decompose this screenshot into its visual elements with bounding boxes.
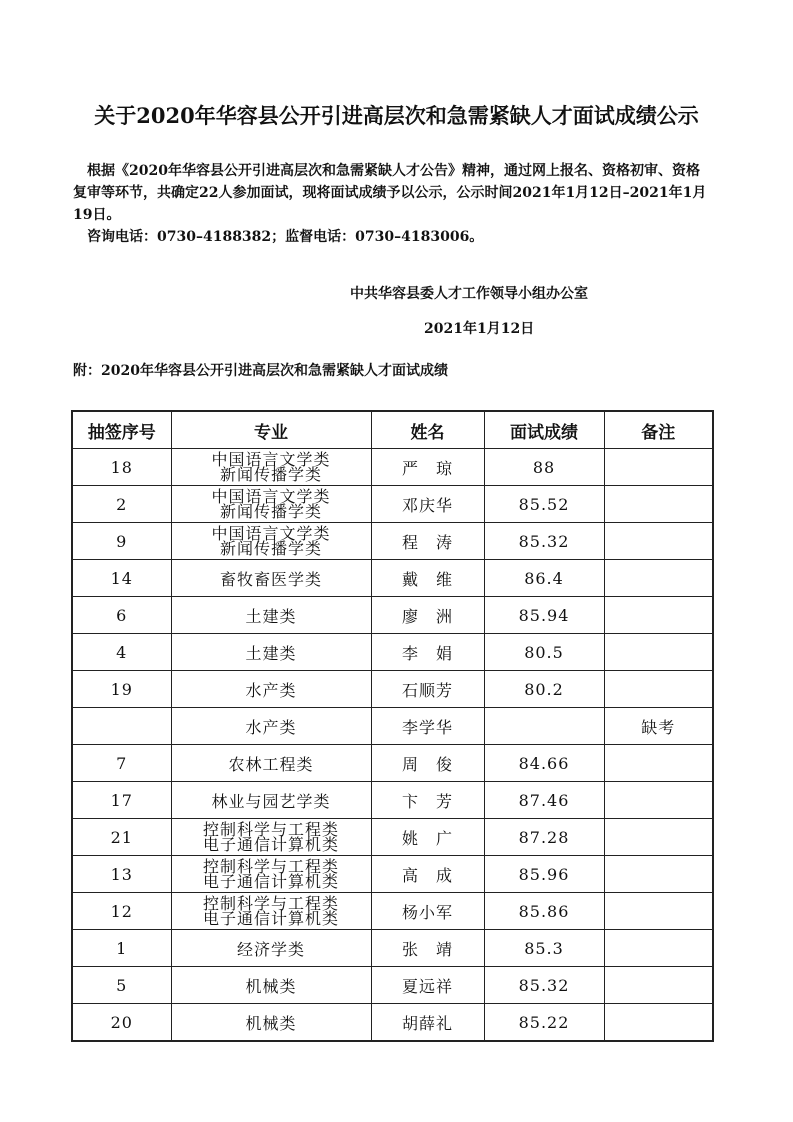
major-line: 新闻传播学类 [219,502,322,521]
cell-major [171,745,371,782]
cell-major [171,967,371,1004]
cell-name: 邓庆华 [371,486,484,523]
table-row [72,1004,713,1042]
cell-note: 缺考 [604,708,713,745]
cell-draw-number: 1 [72,930,171,967]
cell-note [604,486,713,523]
cell-name: 卞 芳 [371,782,484,819]
issuer: 中共华容县委人才工作领导小组办公室 [350,286,588,302]
table-row [72,782,713,819]
cell-name: 廖 洲 [371,597,484,634]
major-line: 中国语言文学类 [211,487,331,506]
header-major: 专业 [171,411,371,449]
table-row [72,523,713,560]
cell-draw-number: 2 [72,486,171,523]
table-row [72,708,713,745]
table-row [72,597,713,634]
table-row [72,745,713,782]
major-line: 中国语言文学类 [211,450,331,469]
cell-draw-number: 7 [72,745,171,782]
header-note: 备注 [604,411,713,449]
cell-name: 石顺芳 [371,671,484,708]
table-row [72,634,713,671]
major-line: 土建类 [245,643,297,663]
major-line: 农林工程类 [228,754,314,774]
cell-note [604,819,713,856]
cell-name: 胡薛礼 [371,1004,484,1042]
cell-score: 87.46 [484,782,604,819]
cell-score: 85.94 [484,597,604,634]
table-body [72,449,713,1042]
cell-note [604,745,713,782]
notice-paragraph: 根据《2020年华容县公开引进高层次和急需紧缺人才公告》精神，通过网上报名、资格初审、资格复审等环节，共确定22人参加面试，现将面试成绩予以公示，公示时间2021年1月12日–2021年1月19日。 [73,163,707,223]
cell-name: 姚 广 [371,819,484,856]
cell-note [604,523,713,560]
cell-name: 周 俊 [371,745,484,782]
cell-draw-number: 21 [72,819,171,856]
cell-note [604,893,713,930]
cell-name: 程 涛 [371,523,484,560]
cell-draw-number: 12 [72,893,171,930]
cell-major [171,782,371,819]
major-line: 水产类 [245,717,297,737]
cell-major [171,523,371,560]
cell-note [604,856,713,893]
cell-note [604,967,713,1004]
document-title: 关于2020年华容县公开引进高层次和急需紧缺人才面试成绩公示 [94,103,699,128]
cell-score: 80.5 [484,634,604,671]
cell-major [171,819,371,856]
cell-score [484,708,604,745]
cell-name: 李 娟 [371,634,484,671]
cell-draw-number: 17 [72,782,171,819]
cell-name: 戴 维 [371,560,484,597]
scores-table [71,410,714,1042]
major-line: 经济学类 [236,939,305,959]
attachment-title: 附：2020年华容县公开引进高层次和急需紧缺人才面试成绩 [73,363,448,379]
major-line: 电子通信计算机类 [202,835,339,854]
major-line: 新闻传播学类 [219,465,322,484]
cell-note [604,634,713,671]
table-row [72,893,713,930]
cell-major [171,560,371,597]
cell-major [171,671,371,708]
major-line: 控制科学与工程类 [202,894,339,913]
table-row [72,560,713,597]
cell-score: 86.4 [484,560,604,597]
cell-draw-number: 14 [72,560,171,597]
cell-score: 85.52 [484,486,604,523]
cell-score: 85.32 [484,967,604,1004]
major-line: 林业与园艺学类 [211,791,331,811]
cell-note [604,1004,713,1042]
major-line: 控制科学与工程类 [202,820,339,839]
cell-name: 张 靖 [371,930,484,967]
header-name: 姓名 [371,411,484,449]
cell-name: 李学华 [371,708,484,745]
major-line: 土建类 [245,606,297,626]
cell-major [171,1004,371,1042]
cell-score: 87.28 [484,819,604,856]
major-line: 新闻传播学类 [219,539,322,558]
major-line: 机械类 [245,976,297,996]
cell-name: 高 成 [371,856,484,893]
major-line: 畜牧畜医学类 [219,569,322,589]
cell-score: 88 [484,449,604,486]
contact-paragraph: 咨询电话：0730–4188382；监督电话：0730–4183006。 [87,229,484,245]
cell-score: 85.22 [484,1004,604,1042]
cell-draw-number: 4 [72,634,171,671]
cell-major [171,449,371,486]
major-line: 控制科学与工程类 [202,857,339,876]
major-line: 电子通信计算机类 [202,872,339,891]
table-row [72,671,713,708]
issue-date: 2021年1月12日 [424,321,535,337]
cell-draw-number: 19 [72,671,171,708]
cell-score: 85.96 [484,856,604,893]
cell-major [171,486,371,523]
cell-note [604,597,713,634]
cell-score: 80.2 [484,671,604,708]
table-row [72,819,713,856]
header-score: 面试成绩 [484,411,604,449]
cell-score: 84.66 [484,745,604,782]
cell-major [171,930,371,967]
header-draw-number: 抽签序号 [72,411,171,449]
cell-note [604,671,713,708]
cell-note [604,449,713,486]
cell-name: 杨小军 [371,893,484,930]
table-row [72,486,713,523]
major-line: 中国语言文学类 [211,524,331,543]
cell-draw-number: 13 [72,856,171,893]
cell-note [604,560,713,597]
cell-major [171,634,371,671]
cell-score: 85.32 [484,523,604,560]
cell-major [171,856,371,893]
cell-note [604,782,713,819]
cell-draw-number: 9 [72,523,171,560]
table-row [72,967,713,1004]
cell-score: 85.86 [484,893,604,930]
cell-major [171,893,371,930]
cell-draw-number: 20 [72,1004,171,1042]
cell-name: 严 琼 [371,449,484,486]
major-line: 水产类 [245,680,297,700]
cell-major [171,708,371,745]
cell-draw-number [72,708,171,745]
major-line: 电子通信计算机类 [202,909,339,928]
table-row [72,856,713,893]
table-row [72,449,713,486]
major-line: 机械类 [245,1013,297,1033]
cell-major [171,597,371,634]
cell-draw-number: 5 [72,967,171,1004]
cell-note [604,930,713,967]
cell-draw-number: 6 [72,597,171,634]
cell-score: 85.3 [484,930,604,967]
cell-draw-number: 18 [72,449,171,486]
table-header-row [72,411,713,449]
cell-name: 夏远祥 [371,967,484,1004]
table-row [72,930,713,967]
